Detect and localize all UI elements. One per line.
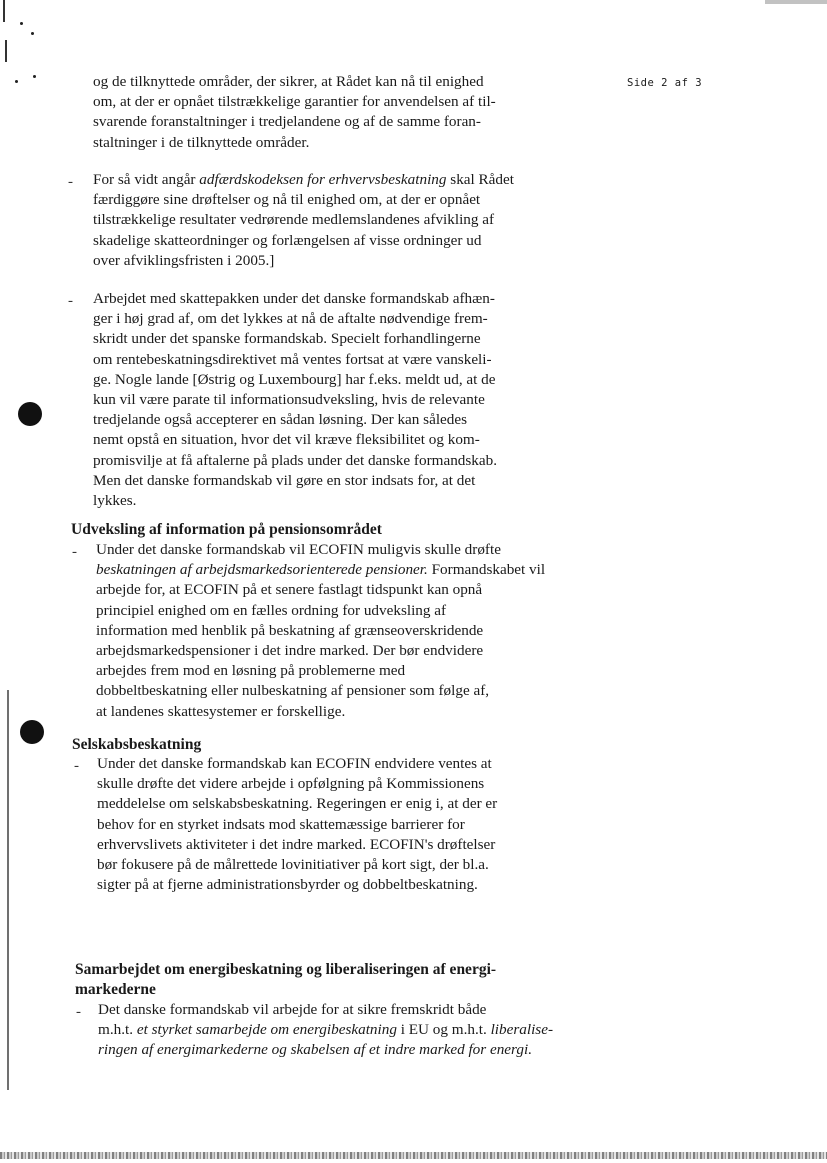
italic-term: et styrket samarbejde om energibeskatning <box>136 1021 397 1039</box>
section-heading-pension: Udveksling af information på pensionsområdet <box>71 521 382 538</box>
text-line: at landenes skattesystemer er forskellige. <box>96 702 346 720</box>
text-line: sigter på at fjerne administrationsbyrder og dobbeltbeskatning. <box>97 876 478 894</box>
bullet-dash: - <box>72 544 77 560</box>
text-line: behov for en styrket indsats mod skattemæssige barrierer for <box>97 815 465 833</box>
text-line: staltninger i de tilknyttede områder. <box>93 133 310 151</box>
text-line: dobbeltbeskatning eller nulbeskatning af pensioner som følge af, <box>96 682 490 700</box>
text-line: bør fokusere på de målrettede lovinitiativer på kort sigt, der bl.a. <box>97 856 489 874</box>
heading-line: Samarbejdet om energibeskatning og liberaliseringen af energi- <box>75 961 497 978</box>
text-run: i EU og m.h.t. <box>396 1021 491 1039</box>
scan-edge-left-top <box>3 0 5 22</box>
text-line: tredjelande også accepterer en sådan løsning. Der kan således <box>93 411 468 429</box>
text-line: skulle drøfte det videre arbejde i opfølgning på Kommissionens <box>97 775 485 793</box>
italic-term: beskatningen af arbejdsmarkedsorienterede pensioner. <box>96 561 428 579</box>
text-line: arbejde for, at ECOFIN på et senere fastlagt tidspunkt kan opnå <box>96 581 483 599</box>
scan-edge-bottom <box>0 1152 827 1159</box>
text-line: og de tilknyttede områder, der sikrer, at Rådet kan nå til enighed <box>93 73 484 90</box>
text-line: lykkes. <box>93 492 137 510</box>
text-line: meddelelse om selskabsbeskatning. Regeringen er enig i, at der er <box>97 795 498 813</box>
text-line: om rentebeskatningsdirektivet må ventes fortsat at være vanskeli- <box>93 350 492 368</box>
scan-speck <box>33 75 36 78</box>
text-line: svarende foranstaltninger i tredjelandene og af de samme foran- <box>93 113 481 131</box>
text-line <box>93 170 563 190</box>
punch-hole-lower <box>20 720 44 744</box>
bullet-dash: - <box>76 1004 81 1020</box>
scan-speck <box>15 80 18 83</box>
text-line: information med henblik på beskatning af grænseoverskridende <box>96 621 484 639</box>
text-line: promisvilje at få aftalerne på plads under det danske formandskab. <box>93 451 498 469</box>
text-line: kun vil være parate til informationsudveksling, hvis de relevante <box>93 391 485 409</box>
text-line: ringen af energimarkederne og skabelsen af et indre marked for energi. <box>98 1041 533 1059</box>
text-line: om, at der er opnået tilstrækkelige garantier for anvendelsen af til- <box>93 93 496 111</box>
punch-hole-upper <box>18 402 42 426</box>
text-line: arbejdsmarkedspensioner i det indre marked. Der bør endvidere <box>96 642 484 660</box>
text-run: For så vidt angår <box>93 171 200 188</box>
bullet-dash: - <box>68 174 73 190</box>
section-heading-corporate: Selskabsbeskatning <box>72 736 202 753</box>
text-line: skridt under det spanske formandskab. Specielt forhandlingerne <box>93 330 481 348</box>
text-run: Formandskabet vil <box>427 561 546 579</box>
scan-edge-top <box>765 0 827 4</box>
text-line: ge. Nogle lande [Østrig og Luxembourg] har f.eks. meldt ud, at de <box>93 370 496 388</box>
page-number: Side 2 af 3 <box>627 77 703 89</box>
conduct-paragraph <box>93 170 563 271</box>
text-line: nemt opstå en situation, hvor det vil kræve fleksibilitet og kom- <box>93 431 480 449</box>
text-line: tilstrækkelige resultater vedrørende medlemslandenes afvikling af <box>93 211 495 229</box>
text-line <box>98 1020 573 1040</box>
text-line: principiel enighed om en fælles ordning for udveksling af <box>96 601 447 619</box>
intro-paragraph <box>93 72 563 153</box>
text-line: Under det danske formandskab kan ECOFIN endvidere ventes at <box>97 755 492 772</box>
text-line: arbejdes frem mod en løsning på problemerne med <box>96 662 406 680</box>
tax-package-paragraph <box>93 289 563 511</box>
text-line: færdiggøre sine drøftelser og nå til enighed om, at der er opnået <box>93 191 481 209</box>
pension-paragraph <box>96 540 566 722</box>
text-line: erhvervslivets aktiviteter i det indre marked. ECOFIN's drøftelser <box>97 835 496 853</box>
scan-speck <box>31 32 34 35</box>
section-heading-energy <box>75 960 575 1000</box>
corporate-paragraph <box>97 754 567 895</box>
scan-edge-left-mid <box>5 40 7 62</box>
text-line: ger i høj grad af, om det lykkes at nå de aftalte nødvendige frem- <box>93 310 488 328</box>
italic-term: liberalise- <box>490 1021 554 1039</box>
heading-line: markederne <box>75 981 156 998</box>
text-line: Arbejdet med skattepakken under det danske formandskab afhæn- <box>93 290 495 307</box>
text-line: skadelige skatteordninger og forlængelsen af visse ordninger ud <box>93 231 482 249</box>
text-line: Under det danske formandskab vil ECOFIN muligvis skulle drøfte <box>96 541 501 558</box>
energy-paragraph <box>98 1000 573 1061</box>
text-run: m.h.t. <box>98 1021 137 1039</box>
bullet-dash: - <box>68 293 73 309</box>
scan-speck <box>20 22 23 25</box>
text-line: Men det danske formandskab vil gøre en stor indsats for, at det <box>93 471 476 489</box>
scan-edge-left-long <box>7 690 9 1090</box>
text-line <box>96 560 566 580</box>
italic-term: adfærdskodeksen for erhvervsbeskatning <box>199 171 447 188</box>
bullet-dash: - <box>74 758 79 774</box>
text-run: skal Rådet <box>446 171 514 188</box>
text-line: over afviklingsfristen i 2005.] <box>93 251 275 269</box>
text-line: Det danske formandskab vil arbejde for at sikre fremskridt både <box>98 1001 487 1018</box>
